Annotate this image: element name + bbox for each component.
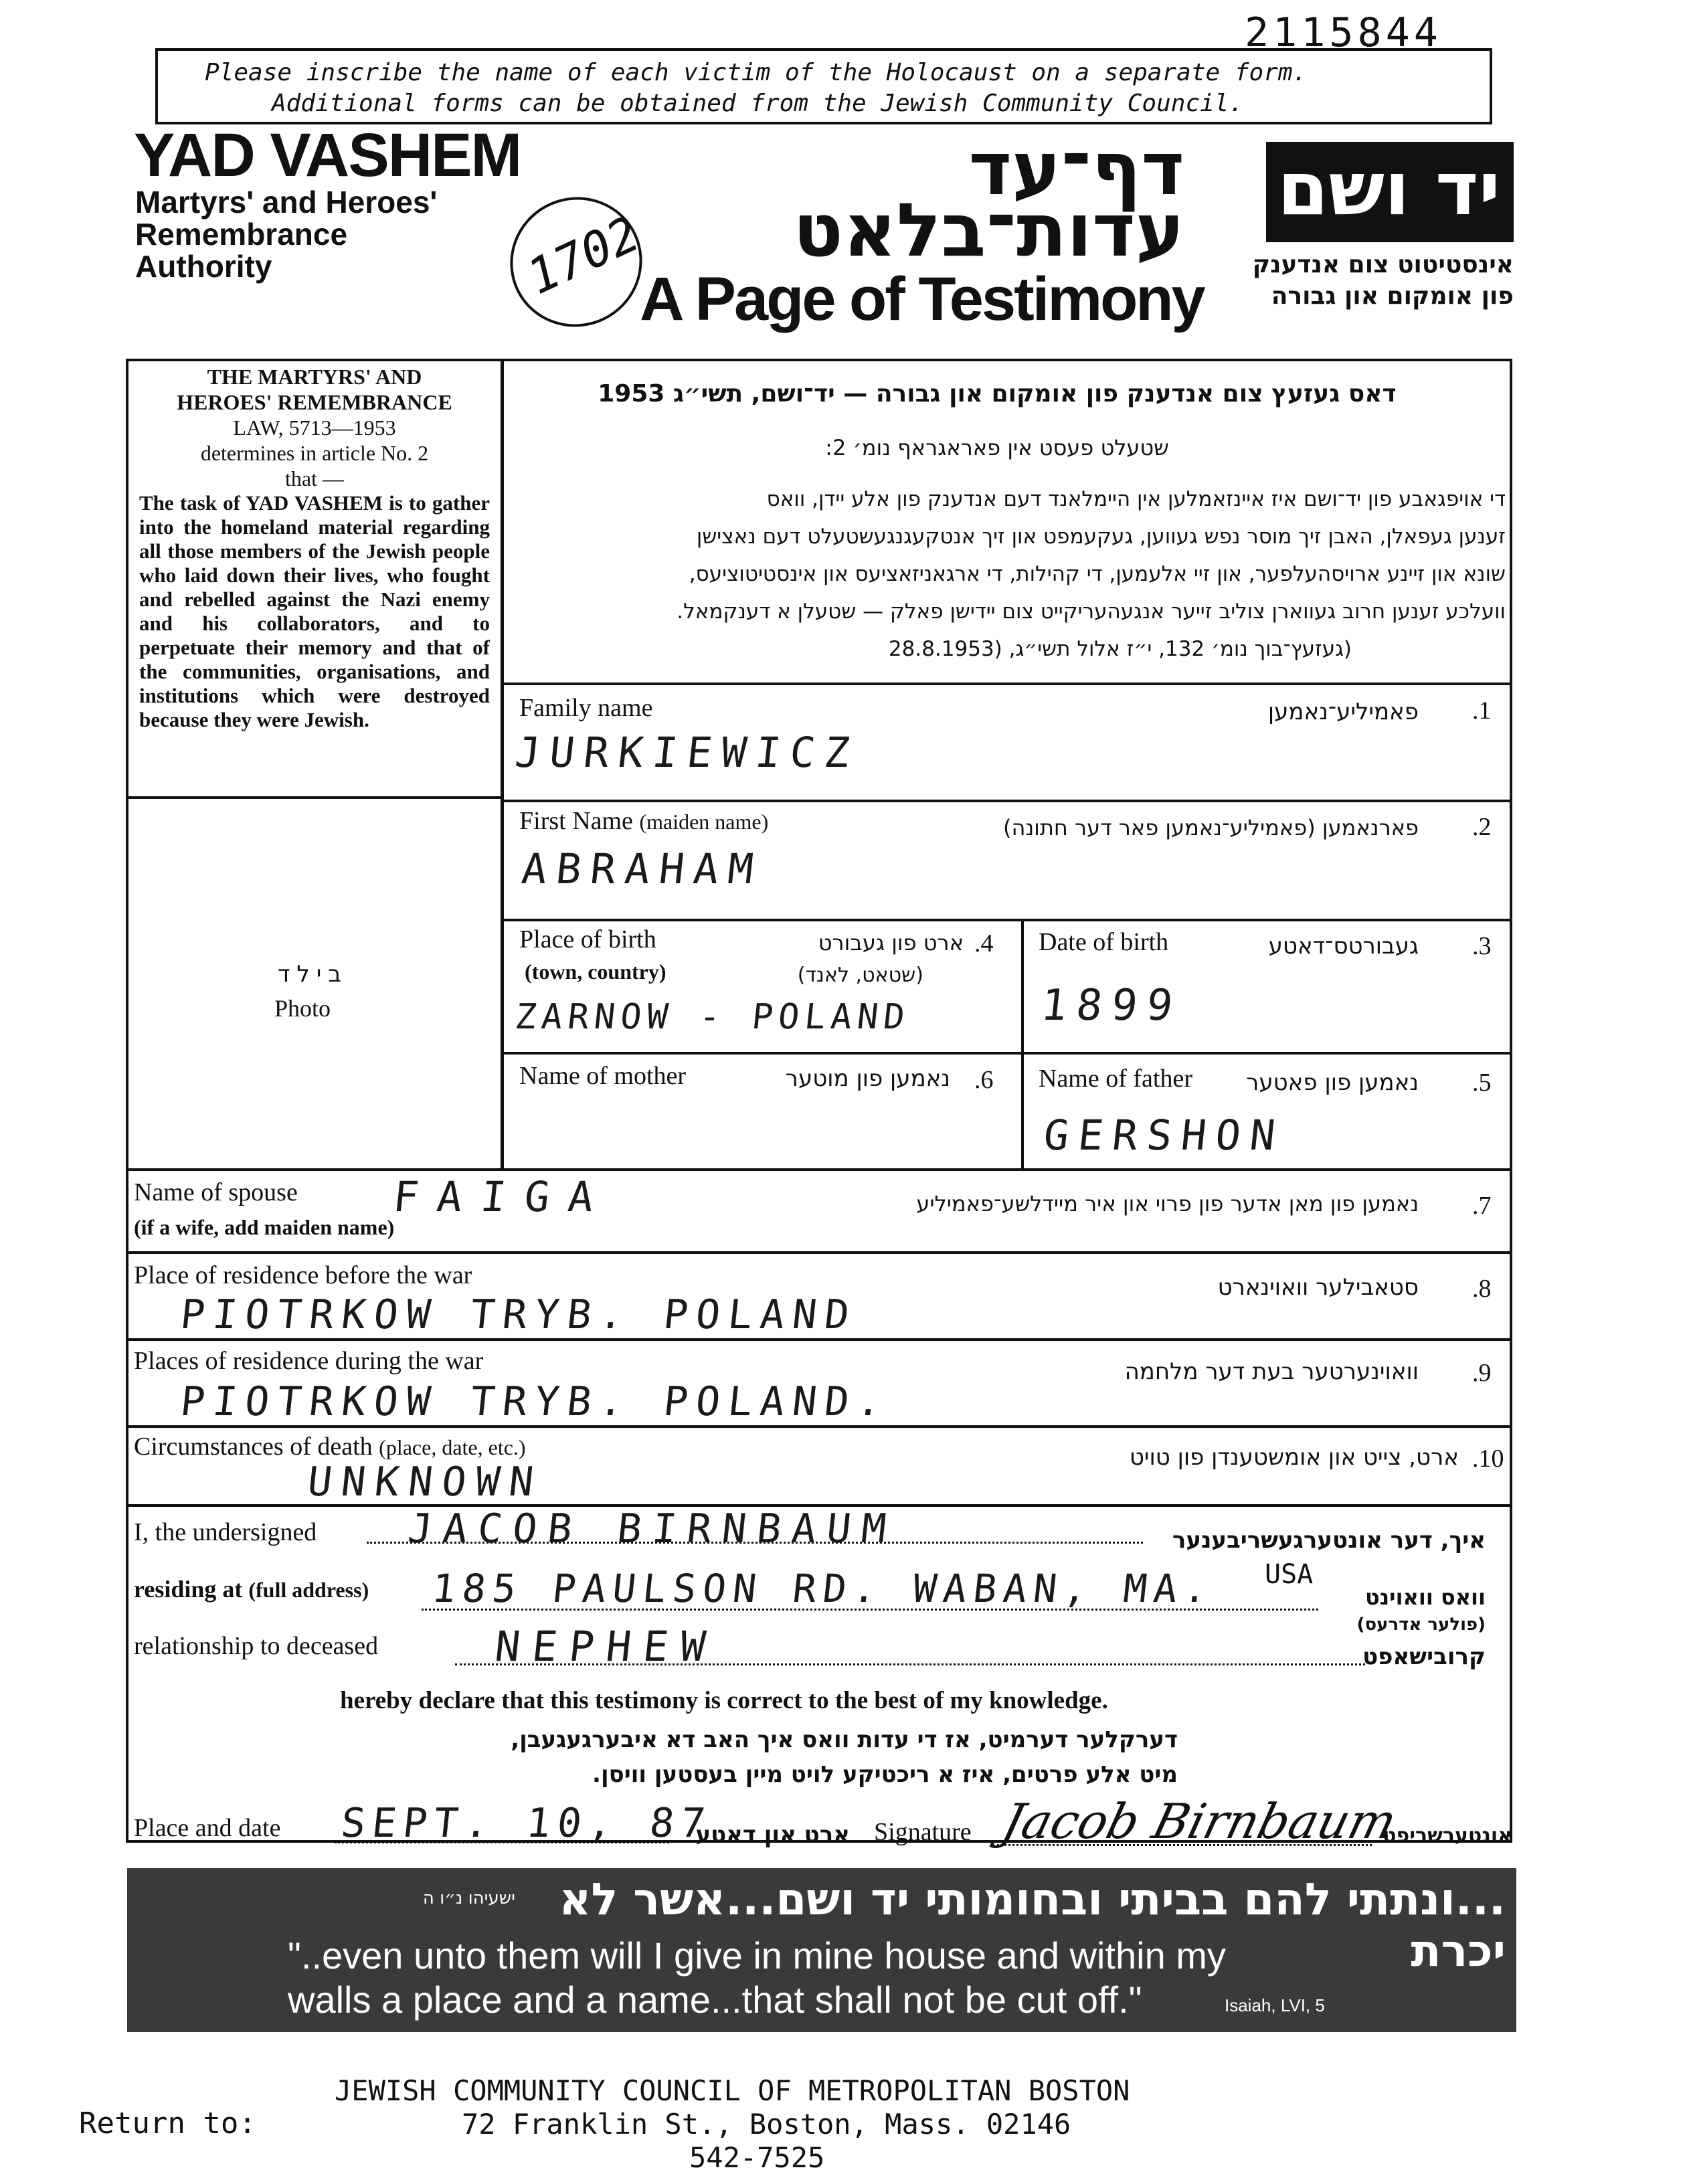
field-3-label: Date of birth	[1039, 928, 1169, 956]
law-yiddish-7: (געזעץ־בוך נומ׳ 132, י״ז אלול תשי״ג, (28.8.1953	[888, 637, 1352, 661]
field-8-value: PIOTRKOW TRYB. POLAND	[178, 1291, 860, 1338]
residing-label-hebrew	[1325, 1584, 1486, 1635]
field-2-label-main: First Name	[519, 807, 633, 835]
notice-box	[155, 48, 1492, 124]
residing-label-hebrew-main: וואס וואוינט	[1364, 1584, 1486, 1610]
declaration-hebrew-1: דערקלער דערמיט, אז די עדות וואס איך האב דא איבערגעגעבן,	[511, 1726, 1178, 1753]
law-yiddish-4: זענען געפאלן, האבן זיך מוסר נפש געווען, געקעמפט און זיך אנטקעגנגעשטעלט דעם נאצישן	[696, 525, 1506, 549]
place-date-value: SEPT. 10, 87	[339, 1800, 715, 1847]
law-title-3: LAW, 5713—1953	[233, 416, 396, 440]
field-4-label-hebrew-sub: (שטאט, לאנד)	[797, 964, 923, 987]
field-10-label-main: Circumstances of death	[134, 1433, 373, 1461]
field-10-label	[134, 1432, 526, 1461]
field-1-label: Family name	[519, 694, 653, 722]
page-title: A Page of Testimony	[640, 265, 1204, 333]
rule-below-field-5	[126, 1168, 1512, 1171]
law-line-5: that —	[285, 466, 344, 490]
relationship-value: NEPHEW	[493, 1622, 720, 1671]
law-text-block	[134, 364, 495, 732]
field-3-number: .3	[1472, 932, 1492, 960]
field-7-label: Name of spouse	[134, 1178, 298, 1206]
relationship-label-hebrew: קרובישאפט	[1362, 1643, 1486, 1670]
field-2-label-sub: (maiden name)	[639, 810, 769, 834]
field-4-label-sub: (town, country)	[525, 960, 666, 984]
residing-label	[134, 1575, 369, 1603]
org-sub-3: Authority	[135, 249, 272, 284]
field-4-label: Place of birth	[519, 925, 656, 953]
return-label: Return to:	[79, 2106, 256, 2141]
rule-below-residence-before	[126, 1338, 1512, 1341]
scripture-banner	[127, 1868, 1516, 2032]
field-8-label-hebrew: סטאבילער וואוינארט	[1217, 1274, 1419, 1301]
field-9-value: PIOTRKOW TRYB. POLAND.	[178, 1378, 892, 1425]
law-yiddish-6: וועלכע זענען חרוב געווארן צוליב זייער אנגעהעריקייט צום יידישן פאלק — שטעלן א דענקמאל.	[677, 600, 1506, 624]
address-note: USA	[1265, 1559, 1314, 1590]
rule-below-residence-during	[126, 1425, 1512, 1428]
signature-label: Signature	[874, 1818, 972, 1846]
signature-value: Jacob Birnbaum	[996, 1793, 1403, 1849]
field-1-value: JURKIEWICZ	[513, 728, 862, 777]
field-10-label-sub: (place, date, etc.)	[379, 1435, 526, 1459]
field-9-label-hebrew: וואוינערטער בעת דער מלחמה	[1124, 1358, 1419, 1385]
address-value: 185 PAULSON RD. WABAN, MA.	[430, 1566, 1217, 1611]
field-10-number: .10	[1472, 1445, 1504, 1473]
law-yiddish-2: שטעלט פעסט אין פאראגראף נומ׳ 2:	[825, 435, 1169, 460]
undersigned-name: JACOB BIRNBAUM	[406, 1506, 899, 1552]
field-9-label: Places of residence during the war	[134, 1347, 484, 1375]
field-7-value: FAIGA	[391, 1172, 615, 1221]
yiddish-title-2: עדות־בלאט	[793, 187, 1184, 273]
field-4-label-hebrew: ארט פון געבורט	[818, 930, 964, 955]
field-5-label-hebrew: נאמען פון פאטער	[1246, 1069, 1419, 1096]
banner-hebrew-ref: ישעיהו נ״ו ה	[422, 1888, 515, 1908]
notice-line-1: Please inscribe the name of each victim of the Holocaust on a separate form.	[205, 59, 1308, 86]
org-sub-2: Remembrance	[135, 217, 348, 252]
field-10-label-hebrew: ארט, צייט און אומשטענדן פון טויט	[1129, 1444, 1459, 1471]
field-6-label-hebrew: נאמען פון מוטער	[785, 1065, 950, 1092]
relationship-label: relationship to deceased	[134, 1632, 379, 1660]
field-5-label: Name of father	[1039, 1065, 1192, 1093]
rule-below-spouse	[126, 1251, 1512, 1254]
law-bottom-rule	[126, 796, 502, 799]
rule-above-field-5	[502, 1052, 1512, 1055]
notice-line-2: Additional forms can be obtained from the Jewish Community Council.	[272, 90, 1244, 117]
law-title-2: HEROES' REMEMBRANCE	[177, 390, 452, 414]
residing-label-hebrew-sub: (פולער אדרעס)	[1356, 1615, 1486, 1635]
signature-label-hebrew: אונטערשריפט	[1383, 1824, 1512, 1847]
field-7-label-hebrew: נאמען פון מאן אדער פון פרוי און איר מיידלשע־פאמיליע	[916, 1191, 1419, 1216]
center-divider	[1021, 919, 1024, 1170]
logo-caption-2: פון אומקום און גבורה	[1271, 282, 1514, 310]
law-line-4: determines in article No. 2	[200, 441, 429, 465]
field-5-value: GERSHON	[1041, 1111, 1287, 1160]
stamp-circle	[488, 175, 663, 349]
field-8-label: Place of residence before the war	[134, 1261, 472, 1289]
field-1-number: .1	[1472, 697, 1492, 725]
footer-line-2: 72 Franklin St., Boston, Mass. 02146	[462, 2108, 1071, 2141]
banner-reference: Isaiah, LVI, 5	[1225, 1995, 1325, 2015]
field-7-label-sub: (if a wife, add maiden name)	[134, 1215, 395, 1239]
field-4-number: .4	[974, 929, 994, 958]
banner-english-1: "..even unto them will I give in mine house and within my	[288, 1934, 1226, 1977]
footer-line-1: JEWISH COMMUNITY COUNCIL OF METROPOLITAN BOSTON	[335, 2074, 1130, 2107]
field-3-value: 1899	[1039, 981, 1185, 1030]
photo-label: Photo	[274, 995, 331, 1022]
place-date-label: Place and date	[134, 1814, 281, 1842]
field-6-number: .6	[974, 1066, 994, 1094]
left-column-divider	[501, 359, 504, 1168]
field-3-label-hebrew: געבורטס־דאטע	[1268, 933, 1419, 960]
field-2-label	[519, 806, 768, 836]
declaration-hebrew-2: מיט אלע פרטים, איז א ריכטיקע לויט מיין בעסטען וויסן.	[592, 1761, 1178, 1788]
field-7-number: .7	[1472, 1192, 1492, 1220]
logo-caption-1: אינסטיטוט צום אנדענק	[1252, 251, 1514, 278]
rule-above-field-2	[502, 800, 1512, 802]
undersigned-label-hebrew: איך, דער אונטערגעשריבענער	[1172, 1527, 1486, 1554]
law-yiddish-1: דאס געזעץ צום אנדענק פון אומקום און גבורה — יד־ושם, תשי״ג 1953	[598, 380, 1397, 407]
law-yiddish-5: שונא און זיינע ארויסהעלפער, און זיי אלעמען, די קהילות, די ארגאניזאציעס און אינסטיטוציעס,	[689, 562, 1506, 586]
photo-label-hebrew: בילד	[277, 961, 348, 988]
field-10-value: UNKNOWN	[305, 1459, 545, 1506]
banner-english-2: walls a place and a name...that shall not be cut off."	[288, 1979, 1142, 2021]
field-4-value: ZARNOW - POLAND	[513, 997, 912, 1037]
residing-label-sub: (full address)	[248, 1578, 369, 1602]
field-1-label-hebrew: פאמיליע־נאמען	[1267, 699, 1419, 725]
place-date-label-hebrew: ארט און דאטע	[695, 1821, 850, 1848]
field-9-number: .9	[1472, 1359, 1492, 1387]
field-2-value: ABRAHAM	[519, 844, 766, 893]
yiddish-title-1: דף־עד	[968, 126, 1184, 211]
yad-vashem-logo	[1266, 142, 1514, 242]
law-title-1: THE MARTYRS' AND	[207, 365, 422, 389]
rule-above-field-1	[502, 682, 1512, 685]
law-body: The task of YAD VASHEM is to gather into the homeland material regarding all those members of the Jewish people who laid down their lives, who fought and rebelled against the Nazi enemy and his collaborators, and to perpetuate their memory and that of the communities, organisations, and institutions which were destroyed because they were Jewish.	[139, 491, 490, 731]
org-sub-1: Martyrs' and Heroes'	[135, 185, 438, 219]
declaration-text: hereby declare that this testimony is correct to the best of my knowledge.	[340, 1687, 1108, 1714]
rule-above-field-3	[502, 919, 1512, 921]
field-6-label: Name of mother	[519, 1062, 687, 1090]
field-5-number: .5	[1472, 1069, 1492, 1097]
field-2-number: .2	[1472, 813, 1492, 841]
org-name: YAD VASHEM	[134, 121, 521, 189]
banner-hebrew: ...ונתתי להם בביתי ובחומותי יד ושם...אשר לא יכרת	[559, 1874, 1506, 1977]
footer-line-3: 542-7525	[689, 2141, 825, 2174]
document-number: 2115844	[1245, 9, 1442, 56]
undersigned-label: I, the undersigned	[134, 1518, 317, 1546]
stamp-number: 1702	[519, 205, 648, 306]
field-8-number: .8	[1472, 1275, 1492, 1303]
field-2-label-hebrew: פארנאמען (פאמיליע־נאמען פאר דער חתונה)	[1002, 815, 1419, 840]
residing-label-main: residing at	[134, 1576, 243, 1603]
law-yiddish-3: די אויפגאבע פון יד־ושם איז איינזאמלען אין היימלאנד דעם אנדענק פון אלע יידן, וואס	[766, 487, 1506, 511]
logo-text: יד ושם	[1277, 146, 1500, 232]
